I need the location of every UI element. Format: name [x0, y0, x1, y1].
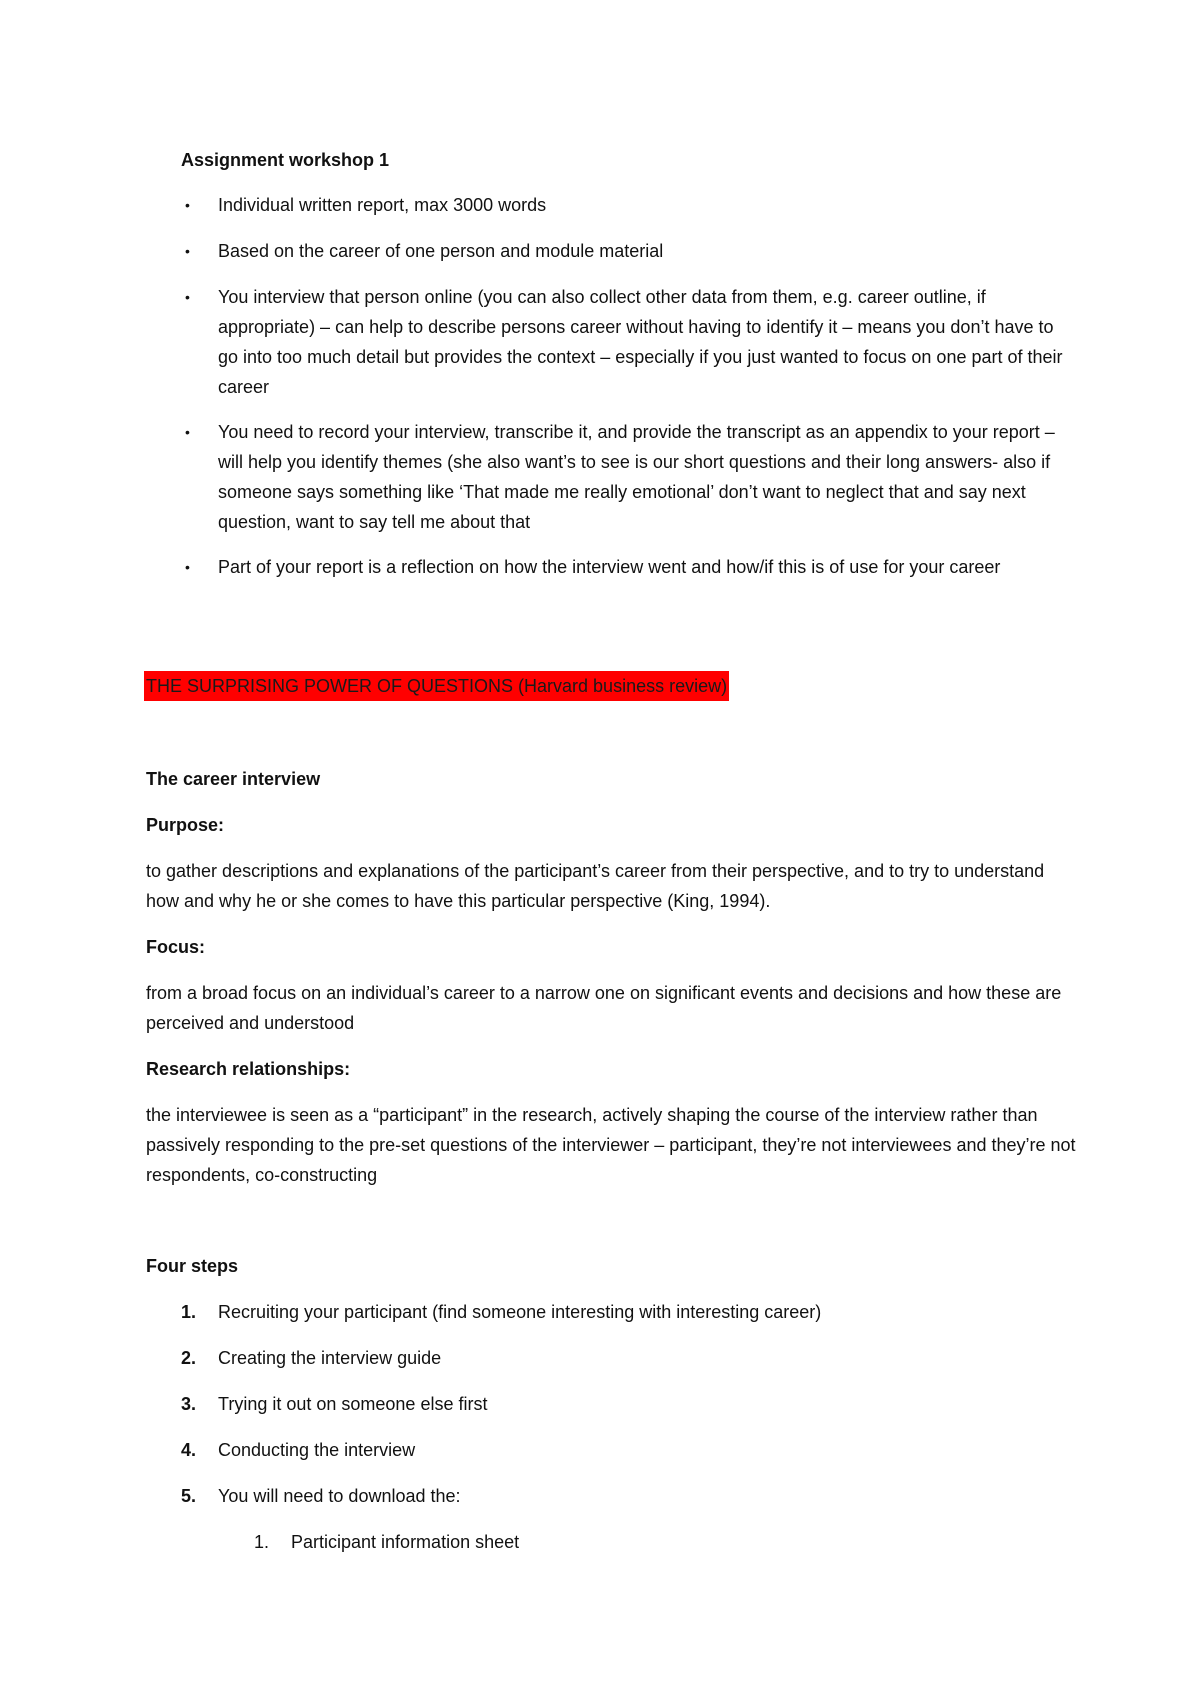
purpose-label: Purpose:	[146, 815, 225, 835]
highlighted-heading: THE SURPRISING POWER OF QUESTIONS (Harvard business review)	[144, 671, 729, 701]
sub-step-text: Participant information sheet	[291, 1532, 520, 1552]
research-label: Research relationships:	[146, 1059, 351, 1079]
focus-text: from a broad focus on an individual’s career to a narrow one on significant events and decisions and how these are perceived and understood	[146, 983, 1062, 1033]
step-number: 2.	[181, 1348, 197, 1368]
step-text: Conducting the interview	[218, 1440, 416, 1460]
step-text: You will need to download the:	[218, 1486, 461, 1506]
step-text: Recruiting your participant (find someone interesting with interesting career)	[218, 1302, 822, 1322]
bullet-icon: •	[185, 243, 190, 259]
step-text: Creating the interview guide	[218, 1348, 442, 1368]
research-text: the interviewee is seen as a “participant” in the research, actively shaping the course of the interview rather than passively responding to the pre-set questions of the interviewer – participant, they’re not interviewees and they’re not respondents, co-constructing	[146, 1105, 1076, 1185]
bullet-item: Individual written report, max 3000 words	[218, 195, 547, 215]
sub-step-number: 1.	[254, 1532, 270, 1552]
bullet-icon: •	[185, 424, 190, 440]
step-text: Trying it out on someone else first	[218, 1394, 488, 1414]
four-steps-heading: Four steps	[146, 1256, 239, 1276]
step-number: 1.	[181, 1302, 197, 1322]
bullet-icon: •	[185, 289, 190, 305]
assignment-title: Assignment workshop 1	[181, 150, 390, 170]
bullet-item: Based on the career of one person and module material	[218, 241, 664, 261]
section-heading: The career interview	[146, 769, 321, 789]
bullet-icon: •	[185, 559, 190, 575]
focus-label: Focus:	[146, 937, 206, 957]
step-number: 5.	[181, 1486, 197, 1506]
step-number: 3.	[181, 1394, 197, 1414]
bullet-item: You need to record your interview, transcribe it, and provide the transcript as an appendix to your report – will help you identify themes (she also want’s to see is our short questions and their long answers- also if someone says something like ‘That made me really emotional’ don’t want to neglect that and say next question, want to say tell me about that	[218, 422, 1055, 532]
bullet-item: Part of your report is a reflection on how the interview went and how/if this is of use for your career	[218, 557, 1001, 577]
step-number: 4.	[181, 1440, 197, 1460]
purpose-text: to gather descriptions and explanations of the participant’s career from their perspective, and to try to understand how and why he or she comes to have this particular perspective (King, 1994).	[146, 861, 1045, 911]
bullet-item: You interview that person online (you can also collect other data from them, e.g. career outline, if appropriate) – can help to describe persons career without having to identify it – means you don’t have to go into too much detail but provides the context – especially if you just wanted to focus on one part of their career	[218, 287, 1063, 397]
bullet-icon: •	[185, 197, 190, 213]
